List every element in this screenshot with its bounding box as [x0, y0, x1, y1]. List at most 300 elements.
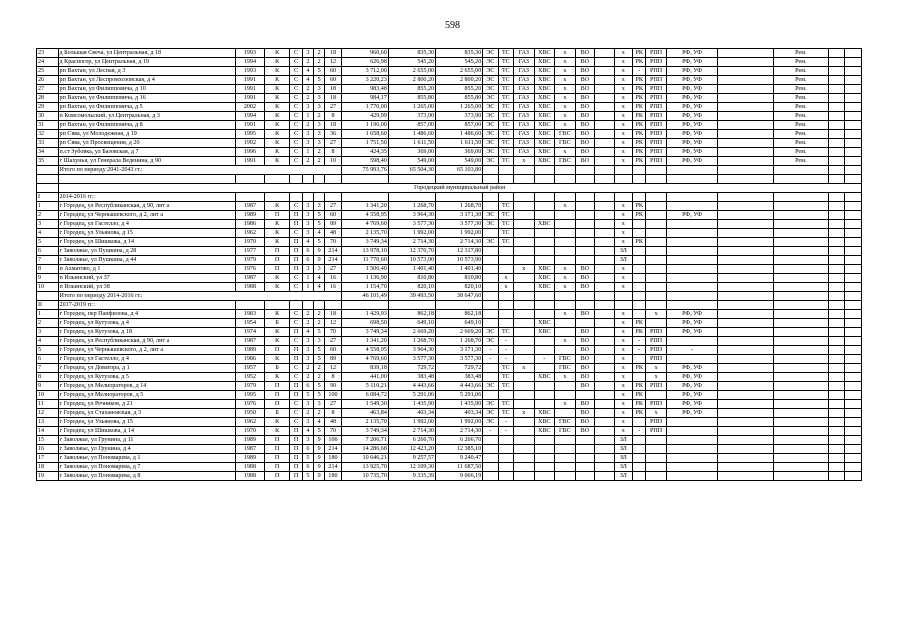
table-cell: 10	[325, 157, 341, 166]
table-cell: 1989	[236, 346, 265, 355]
table-cell	[633, 175, 646, 184]
table-cell	[498, 166, 513, 175]
table-cell	[773, 454, 828, 463]
table-cell	[666, 247, 717, 256]
table-cell: 180	[325, 472, 341, 481]
table-cell	[614, 175, 632, 184]
table-cell	[718, 436, 773, 445]
table-cell: х	[614, 58, 632, 67]
table-cell: х	[498, 283, 513, 292]
address-cell: г Городец, ул Кутузова, д 18	[58, 328, 236, 337]
period-number: I	[37, 193, 59, 202]
table-cell: РФ, УФ	[666, 391, 717, 400]
table-cell	[718, 166, 773, 175]
table-cell: 60	[325, 346, 341, 355]
table-cell	[718, 472, 773, 481]
table-cell	[514, 454, 535, 463]
table-cell: 5	[302, 391, 313, 400]
table-cell: ВО	[575, 337, 594, 346]
table-cell	[514, 220, 535, 229]
table-cell	[595, 220, 614, 229]
table-cell	[595, 382, 614, 391]
table-cell: 1 486,60	[436, 130, 483, 139]
table-cell	[514, 373, 535, 382]
table-cell: С	[290, 139, 302, 148]
table-cell: 1995	[236, 391, 265, 400]
table-cell: ГВС	[555, 355, 576, 364]
table-cell: 12 385,10	[436, 445, 483, 454]
table-cell: х	[555, 283, 576, 292]
table-cell	[483, 247, 498, 256]
table-cell: РК	[633, 409, 646, 418]
table-cell: 2	[37, 319, 59, 328]
table-cell: РФ, УФ	[666, 130, 717, 139]
table-cell	[290, 175, 302, 184]
table-cell	[534, 256, 555, 265]
table-cell: 2	[302, 157, 313, 166]
table-cell: П	[290, 445, 302, 454]
table-cell: РПП	[646, 58, 667, 67]
table-cell: 27	[325, 139, 341, 148]
table-cell: ЭС	[483, 58, 498, 67]
table-row	[37, 445, 862, 454]
table-cell: ГАЗ	[514, 130, 535, 139]
table-cell: 960,60	[341, 49, 388, 58]
table-cell: х	[614, 139, 632, 148]
table-cell: 4	[314, 283, 325, 292]
table-cell: ТС	[498, 94, 513, 103]
table-cell: ВО	[575, 418, 594, 427]
table-cell	[314, 193, 325, 202]
table-cell	[828, 463, 844, 472]
table-cell: 3 577,30	[388, 220, 435, 229]
table-cell	[718, 292, 773, 301]
table-cell: 4	[314, 418, 325, 427]
table-cell	[514, 211, 535, 220]
table-cell	[633, 256, 646, 265]
table-cell: П	[290, 391, 302, 400]
table-cell: РПП	[646, 67, 667, 76]
table-cell: х	[555, 67, 576, 76]
table-cell	[666, 229, 717, 238]
table-cell	[483, 391, 498, 400]
table-cell: 2	[302, 364, 313, 373]
table-cell	[514, 328, 535, 337]
table-cell	[483, 283, 498, 292]
table-cell: 4	[314, 274, 325, 283]
table-cell: 6	[302, 256, 313, 265]
table-cell	[555, 436, 576, 445]
table-cell	[555, 256, 576, 265]
table-row	[37, 472, 862, 481]
table-cell: 14	[37, 427, 59, 436]
table-cell: К	[264, 328, 290, 337]
table-cell	[633, 166, 646, 175]
table-cell	[595, 256, 614, 265]
table-cell: х	[614, 283, 632, 292]
table-cell: 24	[37, 58, 59, 67]
table-cell	[828, 157, 844, 166]
table-cell	[773, 463, 828, 472]
table-cell	[845, 319, 862, 328]
table-cell	[646, 274, 667, 283]
table-cell: РПП	[646, 427, 667, 436]
table-cell: РК	[633, 130, 646, 139]
table-cell: ВО	[575, 121, 594, 130]
table-cell	[718, 112, 773, 121]
table-cell	[666, 256, 717, 265]
table-cell	[646, 445, 667, 454]
table-cell	[595, 274, 614, 283]
period-number: II	[37, 301, 59, 310]
housing-table	[36, 48, 862, 481]
table-cell: ТС	[498, 121, 513, 130]
table-cell: х	[555, 148, 576, 157]
table-cell: С	[290, 274, 302, 283]
table-cell: 10	[37, 391, 59, 400]
table-cell: 1992	[236, 139, 265, 148]
table-cell: С	[290, 229, 302, 238]
table-cell: К	[264, 58, 290, 67]
table-cell: х	[614, 238, 632, 247]
table-cell	[498, 175, 513, 184]
address-cell: г Городец, ул Чернышевского, д 2, лит а	[58, 211, 236, 220]
address-cell: г Городец, ул Мелиораторов, д 5	[58, 391, 236, 400]
table-cell	[718, 220, 773, 229]
table-cell	[845, 427, 862, 436]
address-cell: рп Сява, ул Просвещения, д 20	[58, 139, 236, 148]
table-cell: 11 770,60	[341, 256, 388, 265]
table-cell: 2	[314, 319, 325, 328]
table-cell: РК	[633, 139, 646, 148]
table-cell	[845, 220, 862, 229]
table-cell	[666, 265, 717, 274]
table-cell: Рем.	[773, 157, 828, 166]
table-cell: ЗЛ	[614, 436, 632, 445]
table-cell: ВО	[575, 130, 594, 139]
total-living-area-residential: 65 103,80	[436, 166, 483, 175]
table-cell	[595, 310, 614, 319]
table-cell	[845, 445, 862, 454]
table-cell	[325, 301, 341, 310]
table-cell: 4 443,66	[388, 382, 435, 391]
table-cell: С	[290, 76, 302, 85]
table-cell	[595, 49, 614, 58]
table-cell: ТС	[498, 400, 513, 409]
table-cell: 6 084,72	[341, 391, 388, 400]
table-cell: 4	[302, 67, 313, 76]
table-cell	[828, 211, 844, 220]
table-cell: К	[264, 238, 290, 247]
table-cell	[646, 256, 667, 265]
table-cell: 4	[37, 337, 59, 346]
table-cell	[514, 346, 535, 355]
table-cell	[718, 247, 773, 256]
table-cell: ХВС	[534, 220, 555, 229]
table-cell: х	[614, 67, 632, 76]
table-cell: 429,99	[341, 112, 388, 121]
table-cell: ВО	[575, 112, 594, 121]
table-cell: ГАЗ	[514, 49, 535, 58]
table-cell: 1 611,50	[388, 139, 435, 148]
table-cell: 12 423,20	[388, 445, 435, 454]
table-cell: ВО	[575, 85, 594, 94]
table-cell: х	[555, 274, 576, 283]
table-cell: х	[614, 148, 632, 157]
table-cell	[483, 256, 498, 265]
table-row	[37, 148, 862, 157]
table-cell: 18	[325, 49, 341, 58]
table-cell	[483, 301, 498, 310]
table-cell	[595, 391, 614, 400]
table-cell	[666, 238, 717, 247]
table-cell: 9	[314, 454, 325, 463]
table-cell: РФ, УФ	[666, 373, 717, 382]
table-cell	[666, 301, 717, 310]
table-cell: 1962	[236, 418, 265, 427]
table-cell: ВО	[575, 76, 594, 85]
table-cell: -	[498, 355, 513, 364]
table-cell	[773, 391, 828, 400]
table-cell: 12	[325, 319, 341, 328]
table-cell: 3	[314, 130, 325, 139]
table-cell	[595, 265, 614, 274]
table-cell	[514, 202, 535, 211]
table-cell	[514, 175, 535, 184]
table-cell: ХВС	[534, 328, 555, 337]
table-cell: 1 435,90	[436, 400, 483, 409]
table-cell: РПП	[646, 382, 667, 391]
table-cell	[718, 148, 773, 157]
table-cell	[436, 175, 483, 184]
table-cell	[666, 166, 717, 175]
total-living-area-residential: 38 647,60	[436, 292, 483, 301]
table-cell	[773, 238, 828, 247]
table-row	[37, 238, 862, 247]
table-cell: 373,90	[388, 112, 435, 121]
table-cell: ЭС	[483, 112, 498, 121]
table-cell: 5	[302, 454, 313, 463]
table-cell: 13 978,10	[341, 247, 388, 256]
table-cell: РПП	[646, 121, 667, 130]
table-cell	[718, 139, 773, 148]
table-cell	[514, 301, 535, 310]
table-cell	[828, 364, 844, 373]
table-row	[37, 94, 862, 103]
table-cell: С	[290, 103, 302, 112]
table-cell: 1979	[236, 382, 265, 391]
table-cell: ХВС	[534, 85, 555, 94]
table-cell: 12	[325, 58, 341, 67]
table-row	[37, 427, 862, 436]
table-cell: х	[614, 400, 632, 409]
table-cell: 3	[314, 202, 325, 211]
table-row	[37, 265, 862, 274]
table-cell: 820,10	[388, 283, 435, 292]
table-cell	[575, 301, 594, 310]
table-cell	[633, 301, 646, 310]
table-cell: ЭС	[483, 211, 498, 220]
table-cell: 3	[302, 265, 313, 274]
table-cell: 3	[302, 220, 313, 229]
table-cell: 2	[302, 121, 313, 130]
table-cell: 3 220,23	[341, 76, 388, 85]
table-cell	[718, 319, 773, 328]
table-cell	[773, 256, 828, 265]
table-cell: ГАЗ	[514, 139, 535, 148]
table-cell: РФ, УФ	[666, 364, 717, 373]
table-cell: 1970	[236, 427, 265, 436]
table-row	[37, 328, 862, 337]
table-cell: 18	[325, 121, 341, 130]
table-cell: ТС	[498, 148, 513, 157]
table-cell: 463,84	[341, 409, 388, 418]
table-cell	[514, 391, 535, 400]
table-cell: 4 769,60	[341, 220, 388, 229]
table-cell: 3	[302, 436, 313, 445]
table-cell	[845, 67, 862, 76]
table-cell	[595, 175, 614, 184]
table-cell	[37, 184, 59, 193]
table-cell: ХВС	[534, 94, 555, 103]
table-cell: 32	[37, 130, 59, 139]
table-cell: х	[614, 355, 632, 364]
table-cell	[595, 292, 614, 301]
address-cell: г Заволжье, ул Пушкина, д 44	[58, 256, 236, 265]
table-cell: 855,80	[436, 94, 483, 103]
table-cell	[845, 364, 862, 373]
table-cell	[845, 382, 862, 391]
table-cell	[773, 301, 828, 310]
table-cell: ХВС	[534, 418, 555, 427]
table-cell	[483, 436, 498, 445]
table-cell: ТС	[498, 328, 513, 337]
table-cell: ВО	[575, 49, 594, 58]
table-cell: ТС	[498, 238, 513, 247]
table-cell: 13	[37, 418, 59, 427]
table-cell	[718, 283, 773, 292]
table-cell	[845, 265, 862, 274]
table-cell: 1976	[236, 265, 265, 274]
table-cell: 3 749,34	[341, 328, 388, 337]
table-cell	[718, 454, 773, 463]
table-cell: х	[614, 409, 632, 418]
table-cell: х	[614, 202, 632, 211]
table-cell: х	[614, 121, 632, 130]
table-cell	[514, 238, 535, 247]
table-cell: 1 658,60	[341, 130, 388, 139]
table-cell	[666, 292, 717, 301]
table-cell	[773, 265, 828, 274]
table-cell	[302, 175, 313, 184]
table-cell: ТС	[498, 409, 513, 418]
table-cell: ВО	[575, 103, 594, 112]
table-cell: ЭС	[483, 409, 498, 418]
table-cell	[595, 157, 614, 166]
address-cell: г Заволжье, ул Пономарева, д 1	[58, 454, 236, 463]
table-cell	[845, 391, 862, 400]
table-cell: 1974	[236, 328, 265, 337]
table-cell: 2	[314, 112, 325, 121]
table-cell: 5	[314, 427, 325, 436]
table-cell: 1952	[236, 373, 265, 382]
table-cell: 4 769,60	[341, 355, 388, 364]
table-cell: 1	[302, 148, 313, 157]
table-cell: 2	[314, 373, 325, 382]
address-cell: г Городец, ул Мелиораторов, д 14	[58, 382, 236, 391]
table-cell: 649,10	[388, 319, 435, 328]
table-cell	[555, 166, 576, 175]
table-cell	[828, 247, 844, 256]
table-cell: 2	[314, 157, 325, 166]
table-cell	[483, 463, 498, 472]
table-cell: 2 135,70	[341, 229, 388, 238]
table-cell: 5	[314, 328, 325, 337]
table-cell: РК	[633, 49, 646, 58]
address-cell: г Городец, пер Панфилова, д 4	[58, 310, 236, 319]
table-cell: 1 268,70	[388, 202, 435, 211]
table-cell: 13 925,70	[341, 463, 388, 472]
table-cell: -	[534, 355, 555, 364]
total-area: 75 993,76	[341, 166, 388, 175]
table-cell: ХВС	[534, 76, 555, 85]
table-cell: 1991	[236, 157, 265, 166]
table-cell	[773, 328, 828, 337]
table-cell: ХВС	[534, 373, 555, 382]
table-cell	[514, 355, 535, 364]
table-cell: ВО	[575, 364, 594, 373]
table-cell	[718, 76, 773, 85]
table-cell: х	[555, 85, 576, 94]
table-cell: РК	[633, 238, 646, 247]
table-cell: 549,00	[388, 157, 435, 166]
table-cell	[773, 436, 828, 445]
table-cell	[498, 436, 513, 445]
table-cell: 1970	[236, 238, 265, 247]
table-cell: 3 712,00	[341, 67, 388, 76]
table-cell: 10	[37, 283, 59, 292]
table-cell	[718, 256, 773, 265]
table-cell	[534, 463, 555, 472]
table-row	[37, 139, 862, 148]
table-cell	[575, 454, 594, 463]
table-cell: -	[633, 67, 646, 76]
table-cell: 3	[314, 337, 325, 346]
table-cell: ГАЗ	[514, 148, 535, 157]
table-cell: 6 266,70	[388, 436, 435, 445]
table-cell	[845, 409, 862, 418]
table-cell	[845, 166, 862, 175]
table-cell	[483, 454, 498, 463]
table-cell: РФ, УФ	[666, 139, 717, 148]
table-cell: 2	[302, 310, 313, 319]
table-cell	[828, 67, 844, 76]
address-cell: г Городец, ул Доватора, д 1	[58, 364, 236, 373]
table-cell: ВО	[575, 346, 594, 355]
table-cell	[828, 175, 844, 184]
table-cell: П	[290, 382, 302, 391]
table-cell	[773, 445, 828, 454]
table-cell: С	[290, 67, 302, 76]
table-cell	[534, 247, 555, 256]
table-cell	[633, 373, 646, 382]
table-cell: ВО	[575, 157, 594, 166]
table-cell: Рем.	[773, 85, 828, 94]
table-cell: 214	[325, 463, 341, 472]
table-cell	[828, 202, 844, 211]
table-cell	[666, 337, 717, 346]
table-cell	[666, 418, 717, 427]
